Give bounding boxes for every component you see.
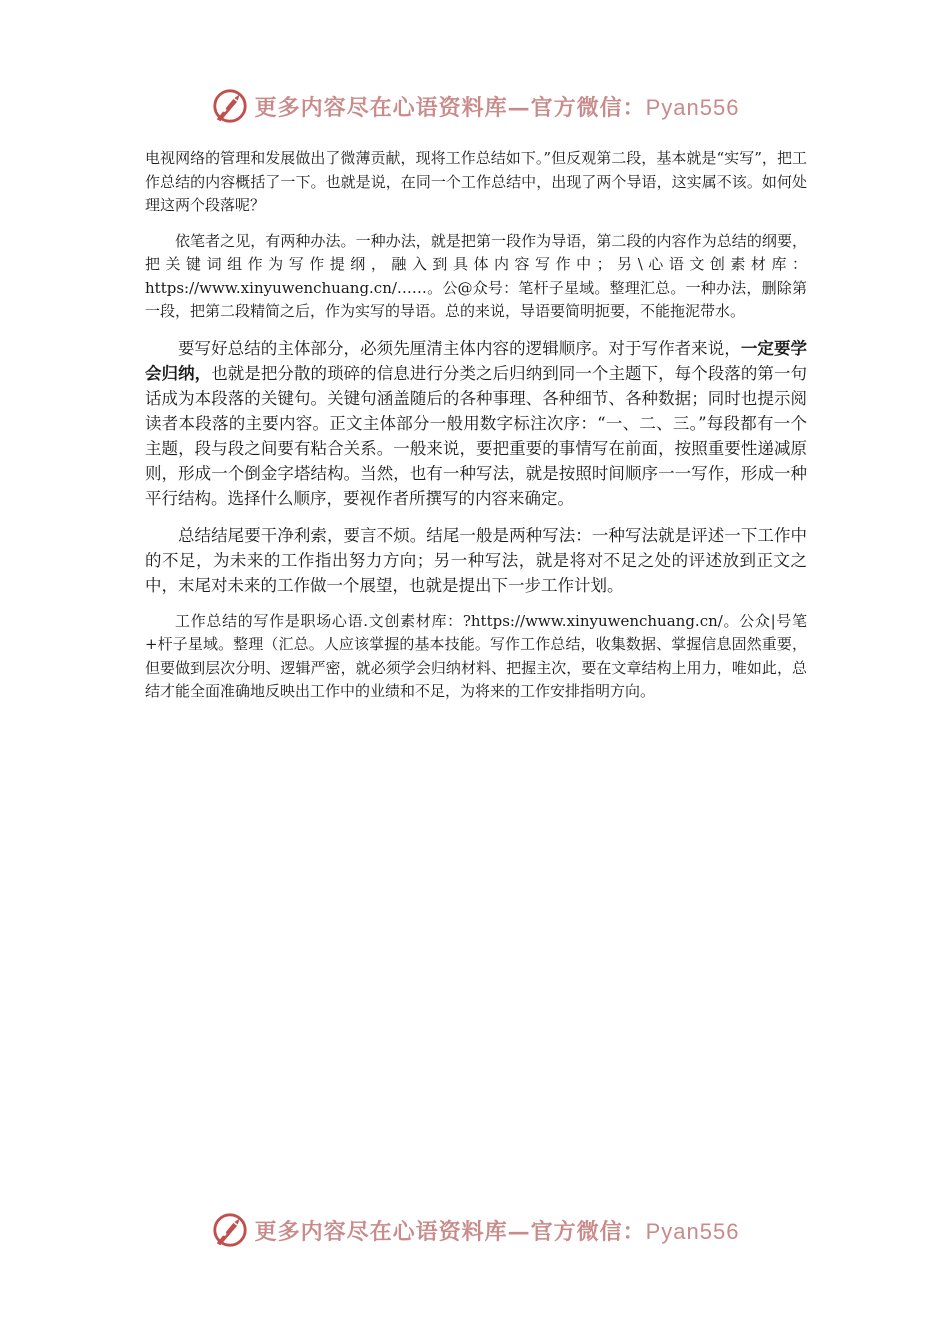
footer-banner (0, 1210, 950, 1250)
footer-banner-slogan: 更多内容尽在心语资料库—官方微信： (254, 1218, 646, 1245)
header-banner-inner (211, 87, 740, 125)
pen-logo-icon (211, 1211, 249, 1249)
header-banner-slogan: 更多内容尽在心语资料库—官方微信： (254, 94, 646, 121)
header-banner-text (255, 91, 740, 122)
paragraph-3 (145, 336, 807, 511)
footer-banner-handle: Pyan556 (645, 1218, 740, 1244)
footer-banner-inner (211, 1211, 740, 1249)
paragraph-3-bold: 一定要学会归纳， (145, 338, 808, 383)
paragraph-3-rest: 也就是把分散的琐碎的信息进行分类之后归纳到同一个主题下，每个段落的第一句话成为本段落的关键句。关键句涵盖随后的各种事理、各种细节、各种数据；同时也提示阅读者本段落的主要内容。正文主体部分一般用数字标注次序：“一、二、三。”每段都有一个主题，段与段之间要有粘合关系。一般来说，要把重要的事情写在前面，按照重要性递减原则，形成一个倒金字塔结构。当然，也有一种写法，就是按照时间顺序一一写作，形成一种平行结构。选择什么顺序，要视作者所撰写的内容来确定。 (145, 363, 808, 508)
header-banner (0, 86, 950, 126)
document-body (145, 147, 807, 716)
paragraph-1: 电视网络的管理和发展做出了微薄贡献，现将工作总结如下。”但反观第二段，基本就是“实写”，把工作总结的内容概括了一下。也就是说，在同一个工作总结中，出现了两个导语，这实属不该。如何处理这两个段落呢？ (145, 149, 807, 214)
paragraph-4: 总结结尾要干净利索，要言不烦。结尾一般是两种写法：一种写法就是评述一下工作中的不足，为未来的工作指出努力方向；另一种写法，就是将对不足之处的评述放到正文之中，末尾对未来的工作做一个展望，也就是提出下一步工作计划。 (145, 525, 807, 595)
paragraph-3-lead: 要写好总结的主体部分，必须先厘清主体内容的逻辑顺序。对于写作者来说， (178, 338, 741, 358)
paragraph-5: 工作总结的写作是职场心语.文创素材库：?https://www.xinyuwenchuang.cn/。公众|号笔+杆子星域。整理（汇总。人应该掌握的基本技能。写作工作总结，收集数据、掌握信息固然重要，但要做到层次分明、逻辑严密，就必须学会归纳材料、把握主次，要在文章结构上用力，唯如此，总结才能全面准确地反映出工作中的业绩和不足，为将来的工作安排指明方向。 (145, 611, 807, 700)
footer-banner-text (255, 1215, 740, 1246)
paragraph-2: 依笔者之见，有两种办法。一种办法，就是把第一段作为导语，第二段的内容作为总结的纲要，把关键词组作为写作提纲，融入到具体内容写作中；另\心语文创素材库：https://www.xinyuwenchuang.cn/……。公@众号：笔杆子星域。整理汇总。一种办法，删除第一段，把第二段精简之后，作为实写的导语。总的来说，导语要简明扼要，不能拖泥带水。 (145, 231, 807, 320)
header-banner-handle: Pyan556 (645, 94, 740, 120)
pen-logo-icon (211, 87, 249, 125)
